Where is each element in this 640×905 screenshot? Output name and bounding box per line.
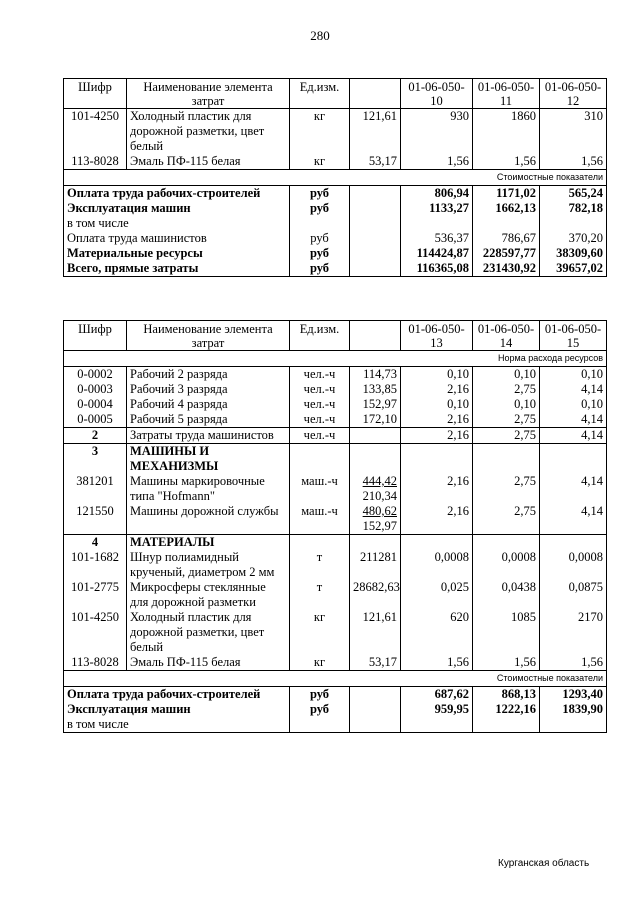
total-value: 1662,13 xyxy=(473,201,540,216)
row-value: 4,14 xyxy=(540,382,607,397)
header-name: Наименование элемента затрат xyxy=(127,79,290,109)
total-name: в том числе xyxy=(64,216,290,231)
total-unit: руб xyxy=(290,201,350,216)
total-value: 38309,60 xyxy=(540,246,607,261)
row-value: 2,16 xyxy=(401,412,473,428)
row-value: 1,56 xyxy=(540,655,607,671)
total-value: 782,18 xyxy=(540,201,607,216)
table-row xyxy=(64,504,607,535)
header-col: 01-06-050-12 xyxy=(540,79,607,109)
table-row xyxy=(64,580,607,610)
total-value: 1222,16 xyxy=(473,702,540,717)
table-row xyxy=(64,367,607,383)
row-name: Затраты труда машинистов xyxy=(127,428,290,444)
row-value: 0,025 xyxy=(401,580,473,610)
row-unit: кг xyxy=(290,154,350,170)
row-code: 0-0005 xyxy=(64,412,127,428)
row-value: 620 xyxy=(401,610,473,655)
row-code: 113-8028 xyxy=(64,655,127,671)
row-name: Машины дорожной службы xyxy=(127,504,290,535)
row-unit: маш.-ч xyxy=(290,474,350,504)
total-name: Оплата труда машинистов xyxy=(64,231,290,246)
row-name: Холодный пластик для дорожной разметки, цвет белый xyxy=(127,610,290,655)
row-name: Холодный пластик для дорожной разметки, цвет белый xyxy=(127,109,290,155)
total-value: 565,24 xyxy=(540,186,607,202)
row-unit: кг xyxy=(290,610,350,655)
row-value: 930 xyxy=(401,109,473,155)
header-name: Наименование элемента затрат xyxy=(127,321,290,351)
row-unit: кг xyxy=(290,109,350,155)
section-label: Норма расхода ресурсов xyxy=(64,351,607,367)
total-row xyxy=(64,687,607,703)
header-col: 01-06-050-14 xyxy=(473,321,540,351)
row-name: Эмаль ПФ-115 белая xyxy=(127,655,290,671)
total-value: 806,94 xyxy=(401,186,473,202)
total-unit: руб xyxy=(290,702,350,717)
row-value: 0,10 xyxy=(540,397,607,412)
total-name: Эксплуатация машин xyxy=(64,201,290,216)
total-row xyxy=(64,246,607,261)
row-value: 0,10 xyxy=(401,397,473,412)
total-value: 1171,02 xyxy=(473,186,540,202)
header-code: Шифр xyxy=(64,321,127,351)
total-value: 536,37 xyxy=(401,231,473,246)
row-value: 2,75 xyxy=(473,504,540,535)
total-value: 1839,90 xyxy=(540,702,607,717)
header-col: 01-06-050-11 xyxy=(473,79,540,109)
table-row xyxy=(64,109,607,155)
row-unit: маш.-ч xyxy=(290,504,350,535)
row-price xyxy=(350,504,401,535)
row-value: 0,0008 xyxy=(401,550,473,580)
total-row xyxy=(64,216,607,231)
row-value: 4,14 xyxy=(540,412,607,428)
total-row xyxy=(64,186,607,202)
region-footer: Курганская область xyxy=(498,858,590,869)
table-row xyxy=(64,382,607,397)
row-unit: т xyxy=(290,580,350,610)
row-unit: кг xyxy=(290,655,350,671)
row-value: 0,10 xyxy=(540,367,607,383)
row-value: 0,10 xyxy=(473,397,540,412)
table-header xyxy=(64,79,607,109)
header-price xyxy=(350,321,401,351)
group-name: МАШИНЫ И МЕХАНИЗМЫ xyxy=(127,444,290,475)
section-row xyxy=(64,671,607,687)
row-name: Эмаль ПФ-115 белая xyxy=(127,154,290,170)
total-unit: руб xyxy=(290,261,350,277)
total-value: 868,13 xyxy=(473,687,540,703)
total-name: Материальные ресурсы xyxy=(64,246,290,261)
table-row xyxy=(64,610,607,655)
row-value: 1,56 xyxy=(401,655,473,671)
total-name: Эксплуатация машин xyxy=(64,702,290,717)
row-name: Рабочий 2 разряда xyxy=(127,367,290,383)
total-unit: руб xyxy=(290,186,350,202)
row-value: 2,16 xyxy=(401,382,473,397)
total-value: 786,67 xyxy=(473,231,540,246)
row-price: 28682,63 xyxy=(350,580,401,610)
header-col: 01-06-050-10 xyxy=(401,79,473,109)
total-value: 228597,77 xyxy=(473,246,540,261)
row-code: 121550 xyxy=(64,504,127,535)
table-row xyxy=(64,412,607,428)
row-name: Машины маркировочные типа "Hofmann" xyxy=(127,474,290,504)
total-value: 370,20 xyxy=(540,231,607,246)
row-price: 133,85 xyxy=(350,382,401,397)
row-name: Рабочий 5 разряда xyxy=(127,412,290,428)
row-code: 0-0004 xyxy=(64,397,127,412)
row-value: 2,75 xyxy=(473,428,540,444)
row-price: 114,73 xyxy=(350,367,401,383)
total-name: Оплата труда рабочих-строителей xyxy=(64,186,290,202)
row-unit: чел.-ч xyxy=(290,412,350,428)
row-name: Микросферы стеклянные для дорожной разметки xyxy=(127,580,290,610)
row-price: 121,61 xyxy=(350,109,401,155)
row-name: Рабочий 3 разряда xyxy=(127,382,290,397)
section-row xyxy=(64,170,607,186)
row-value: 2,16 xyxy=(401,474,473,504)
total-unit: руб xyxy=(290,231,350,246)
header-price xyxy=(350,79,401,109)
row-unit: чел.-ч xyxy=(290,382,350,397)
row-value: 0,0008 xyxy=(540,550,607,580)
row-value: 4,14 xyxy=(540,428,607,444)
row-unit: чел.-ч xyxy=(290,397,350,412)
total-name: Всего, прямые затраты xyxy=(64,261,290,277)
group-name: МАТЕРИАЛЫ xyxy=(127,535,290,551)
price-secondary: 152,97 xyxy=(362,519,397,533)
row-code: 101-2775 xyxy=(64,580,127,610)
table-header xyxy=(64,321,607,351)
table-row xyxy=(64,655,607,671)
group-code: 4 xyxy=(64,535,127,551)
total-row xyxy=(64,231,607,246)
row-value: 1085 xyxy=(473,610,540,655)
row-value: 1860 xyxy=(473,109,540,155)
table-row xyxy=(64,397,607,412)
header-col: 01-06-050-13 xyxy=(401,321,473,351)
section-label: Стоимостные показатели xyxy=(64,170,607,186)
row-name: Рабочий 4 разряда xyxy=(127,397,290,412)
row-value: 1,56 xyxy=(473,154,540,170)
total-unit: руб xyxy=(290,246,350,261)
row-code: 101-4250 xyxy=(64,109,127,155)
row-unit: чел.-ч xyxy=(290,367,350,383)
section-label: Стоимостные показатели xyxy=(64,671,607,687)
row-value: 2,16 xyxy=(401,428,473,444)
row-code: 0-0002 xyxy=(64,367,127,383)
total-unit: руб xyxy=(290,687,350,703)
row-name: Шнур полиамидный крученый, диаметром 2 мм xyxy=(127,550,290,580)
price-secondary: 210,34 xyxy=(362,489,397,503)
price-underlined: 444,42 xyxy=(362,474,397,488)
row-code: 381201 xyxy=(64,474,127,504)
total-value: 687,62 xyxy=(401,687,473,703)
total-value: 231430,92 xyxy=(473,261,540,277)
row-code: 113-8028 xyxy=(64,154,127,170)
row-value: 0,10 xyxy=(401,367,473,383)
table-row xyxy=(64,550,607,580)
table-row xyxy=(64,428,607,444)
row-value: 0,10 xyxy=(473,367,540,383)
total-row xyxy=(64,261,607,277)
total-name: Оплата труда рабочих-строителей xyxy=(64,687,290,703)
row-price: 53,17 xyxy=(350,655,401,671)
total-row xyxy=(64,201,607,216)
resource-table-1 xyxy=(63,78,607,277)
section-row xyxy=(64,351,607,367)
group-code: 3 xyxy=(64,444,127,475)
row-price: 53,17 xyxy=(350,154,401,170)
page-number: 280 xyxy=(310,28,330,43)
total-name: в том числе xyxy=(64,717,290,733)
table-row xyxy=(64,474,607,504)
row-price: 152,97 xyxy=(350,397,401,412)
header-code: Шифр xyxy=(64,79,127,109)
row-price: 121,61 xyxy=(350,610,401,655)
price-underlined: 480,62 xyxy=(362,504,397,518)
row-value: 1,56 xyxy=(540,154,607,170)
total-value: 1293,40 xyxy=(540,687,607,703)
row-value: 4,14 xyxy=(540,474,607,504)
row-code: 2 xyxy=(64,428,127,444)
row-code: 101-4250 xyxy=(64,610,127,655)
row-code: 101-1682 xyxy=(64,550,127,580)
total-value: 39657,02 xyxy=(540,261,607,277)
row-value: 2,75 xyxy=(473,474,540,504)
row-value: 2,75 xyxy=(473,382,540,397)
row-unit: т xyxy=(290,550,350,580)
row-price xyxy=(350,474,401,504)
row-value: 0,0008 xyxy=(473,550,540,580)
table-row xyxy=(64,154,607,170)
row-unit: чел.-ч xyxy=(290,428,350,444)
header-unit: Ед.изм. xyxy=(290,321,350,351)
row-value: 1,56 xyxy=(473,655,540,671)
row-value: 2,16 xyxy=(401,504,473,535)
row-value: 1,56 xyxy=(401,154,473,170)
total-value: 114424,87 xyxy=(401,246,473,261)
total-row xyxy=(64,702,607,717)
total-row xyxy=(64,717,607,733)
row-value: 4,14 xyxy=(540,504,607,535)
total-value: 1133,27 xyxy=(401,201,473,216)
row-price: 172,10 xyxy=(350,412,401,428)
row-value: 2170 xyxy=(540,610,607,655)
row-code: 0-0003 xyxy=(64,382,127,397)
total-value: 116365,08 xyxy=(401,261,473,277)
row-price: 211281 xyxy=(350,550,401,580)
header-col: 01-06-050-15 xyxy=(540,321,607,351)
row-value: 0,0438 xyxy=(473,580,540,610)
total-value: 959,95 xyxy=(401,702,473,717)
resource-table-2 xyxy=(63,320,607,733)
row-value: 310 xyxy=(540,109,607,155)
header-unit: Ед.изм. xyxy=(290,79,350,109)
group-header-row xyxy=(64,444,607,475)
group-header-row xyxy=(64,535,607,551)
row-value: 2,75 xyxy=(473,412,540,428)
row-value: 0,0875 xyxy=(540,580,607,610)
